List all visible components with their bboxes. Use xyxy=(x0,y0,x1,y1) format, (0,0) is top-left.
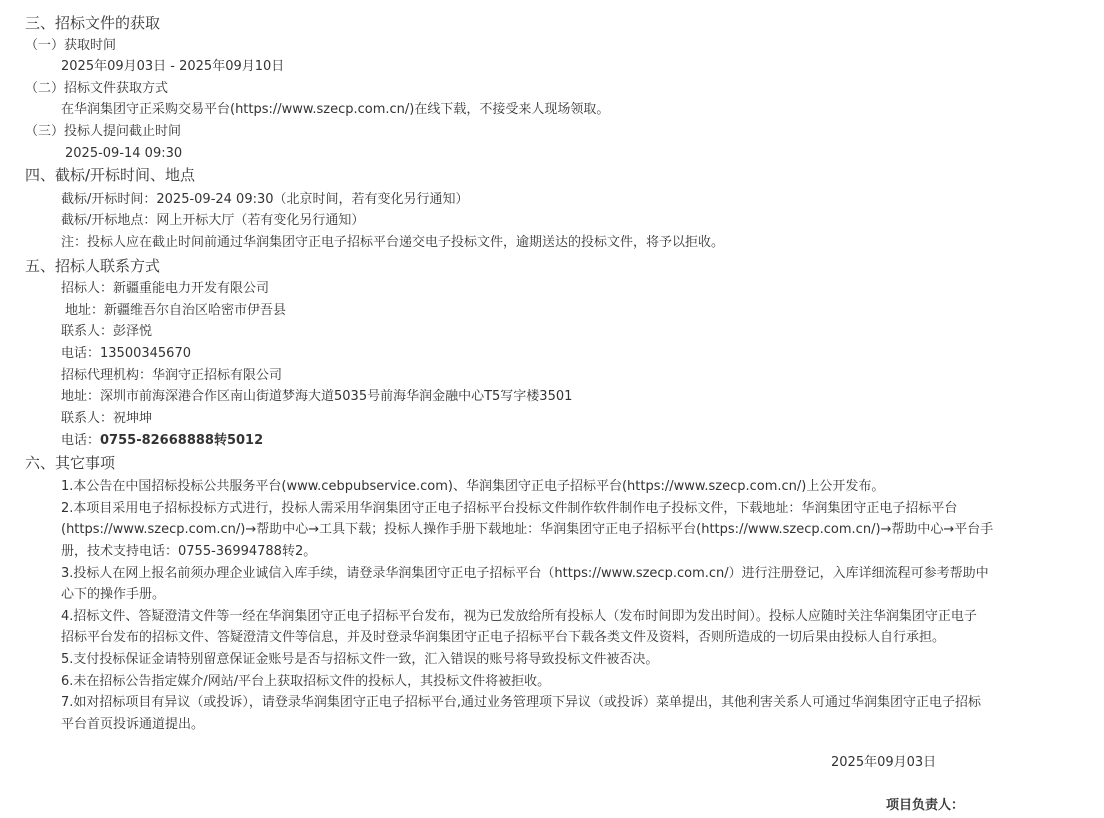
section-5-heading: 五、招标人联系方式 xyxy=(25,257,161,275)
bid-open-time: 截标/开标时间：2025-09-24 09:30（北京时间，若有变化另行通知） xyxy=(61,192,469,207)
other-item-7-line-2: 平台首页投诉通道提出。 xyxy=(61,717,205,732)
sub-heading-acquire-method: （二）招标文件获取方式 xyxy=(25,81,169,96)
tenderer-address: 地址：新疆维吾尔自治区哈密市伊吾县 xyxy=(65,303,287,318)
acquire-period: 2025年09月03日 - 2025年09月10日 xyxy=(61,59,285,74)
other-item-7-line-1: 7.如对招标项目有异议（或投诉），请登录华润集团守正电子招标平台,通过业务管理项下异议（或投诉）菜单提出，其他利害关系人可通过华润集团守正电子招标 xyxy=(61,695,982,710)
bid-open-place: 截标/开标地点：网上开标大厅（若有变化另行通知） xyxy=(61,213,365,228)
question-deadline: 2025-09-14 09:30 xyxy=(65,146,183,161)
bid-note: 注：投标人应在截止时间前通过华润集团守正电子招标平台递交电子投标文件，逾期送达的投标文件，将予以拒收。 xyxy=(61,235,725,250)
other-item-3-line-1: 3.投标人在网上报名前须办理企业诚信入库手续，请登录华润集团守正电子招标平台（https://www.szecp.com.cn/）进行注册登记，入库详细流程可参考帮助中 xyxy=(61,566,989,581)
other-item-5: 5.支付投标保证金请特别留意保证金账号是否与招标文件一致，汇入错误的账号将导致投标文件被否决。 xyxy=(61,652,659,667)
agency-phone-label: 电话： xyxy=(61,433,101,448)
tenderer-name: 招标人：新疆重能电力开发有限公司 xyxy=(61,281,270,296)
other-item-1: 1.本公告在中国招标投标公共服务平台(www.cebpubservice.com)、华润集团守正电子招标平台(https://www.szecp.com.cn/)上公开发布。 xyxy=(61,479,885,494)
section-3-heading: 三、招标文件的获取 xyxy=(25,14,161,32)
agency-phone xyxy=(61,430,263,451)
sub-heading-acquire-time: （一）获取时间 xyxy=(25,38,117,53)
other-item-2-line-2: (https://www.szecp.com.cn/)→帮助中心→工具下载；投标人操作手册下载地址：华润集团守正电子招标平台(https://www.szecp.com.cn/)→帮助中心→平台手 xyxy=(61,522,994,537)
agency-name: 招标代理机构：华润守正招标有限公司 xyxy=(61,368,283,383)
acquire-method-text: 在华润集团守正采购交易平台(https://www.szecp.com.cn/)在线下载，不接受来人现场领取。 xyxy=(61,102,610,117)
agency-address: 地址：深圳市前海深港合作区南山街道梦海大道5035号前海华润金融中心T5写字楼3501 xyxy=(61,389,573,404)
tenderer-contact: 联系人：彭泽悦 xyxy=(61,324,153,339)
sub-heading-question-deadline: （三）投标人提问截止时间 xyxy=(25,124,182,139)
agency-phone-value: 0755-82668888转5012 xyxy=(100,433,264,448)
section-4-heading: 四、截标/开标时间、地点 xyxy=(25,166,196,184)
other-item-6: 6.未在招标公告指定媒介/网站/平台上获取招标文件的投标人，其投标文件将被拒收。 xyxy=(61,674,551,689)
other-item-2-line-3: 册，技术支持电话：0755-36994788转2。 xyxy=(61,544,317,559)
other-item-3-line-2: 心下的操作手册。 xyxy=(61,587,166,602)
other-item-2-line-1: 2.本项目采用电子招标投标方式进行，投标人需采用华润集团守正电子招标平台投标文件制作软件制作电子投标文件，下载地址：华润集团守正电子招标平台 xyxy=(61,501,958,516)
publish-date: 2025年09月03日 xyxy=(831,755,937,770)
agency-contact: 联系人：祝坤坤 xyxy=(61,411,153,426)
tenderer-phone: 电话：13500345670 xyxy=(61,346,191,361)
section-6-heading: 六、其它事项 xyxy=(25,454,116,472)
other-item-4-line-2: 招标平台发布的招标文件、答疑澄清文件等信息，并及时登录华润集团守正电子招标平台下载各类文件及资料，否则所造成的一切后果由投标人自行承担。 xyxy=(61,630,946,645)
project-manager-label: 项目负责人： xyxy=(886,798,965,813)
other-item-4-line-1: 4.招标文件、答疑澄清文件等一经在华润集团守正电子招标平台发布，视为已发放给所有投标人（发布时间即为发出时间）。投标人应随时关注华润集团守正电子 xyxy=(61,609,977,624)
